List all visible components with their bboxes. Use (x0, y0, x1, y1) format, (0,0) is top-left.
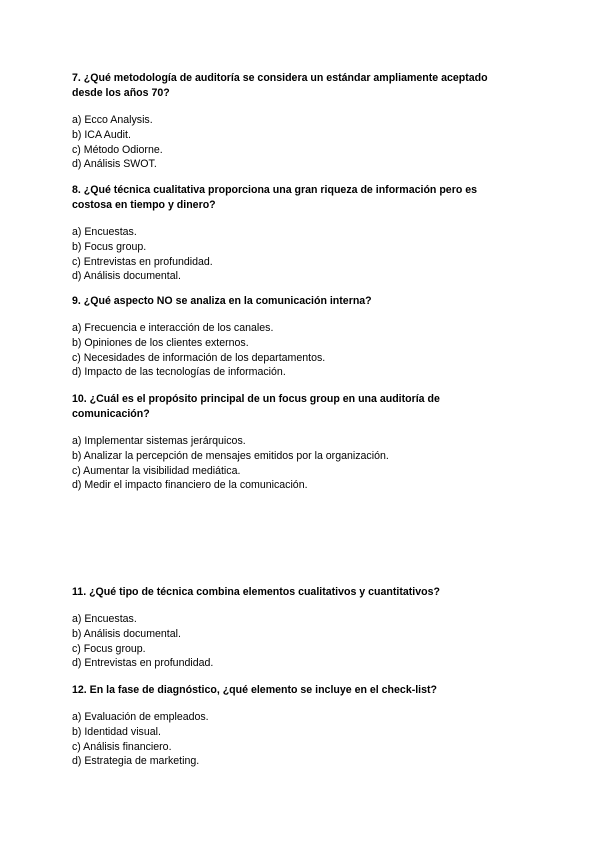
question-12 (72, 683, 512, 769)
option-b: b) Focus group. (72, 240, 147, 253)
option-c: c) Entrevistas en profundidad. (72, 255, 213, 268)
option-d: d) Análisis documental. (72, 270, 181, 283)
option-b: b) ICA Audit. (72, 128, 131, 141)
options-list (72, 710, 512, 769)
options-list (72, 113, 512, 172)
option-c: c) Necesidades de información de los departamentos. (72, 351, 326, 364)
question-title: 11. ¿Qué tipo de técnica combina elementos cualitativos y cuantitativos? (72, 586, 440, 598)
option-d: d) Análisis SWOT. (72, 158, 157, 171)
option-b: b) Análisis documental. (72, 627, 181, 640)
question-title: 9. ¿Qué aspecto NO se analiza en la comunicación interna? (72, 295, 372, 307)
question-11 (72, 585, 512, 671)
option-a: a) Frecuencia e interacción de los canales. (72, 322, 274, 334)
option-d: d) Impacto de las tecnologías de información. (72, 366, 286, 379)
options-list (72, 612, 512, 671)
option-c: c) Focus group. (72, 642, 146, 655)
question-10 (72, 392, 512, 493)
option-d: d) Entrevistas en profundidad. (72, 657, 214, 670)
question-9 (72, 294, 512, 380)
question-title: 10. ¿Cuál es el propósito principal de un focus group en una auditoría de comunicación? (72, 393, 440, 420)
option-a: a) Ecco Analysis. (72, 114, 153, 126)
option-b: b) Opiniones de los clientes externos. (72, 336, 249, 349)
question-title: 8. ¿Qué técnica cualitativa proporciona una gran riqueza de información pero es costosa en tiempo y dinero? (72, 184, 478, 211)
question-title: 7. ¿Qué metodología de auditoría se considera un estándar ampliamente aceptado desde los años 70? (72, 72, 488, 99)
option-c: c) Método Odiorne. (72, 143, 163, 156)
option-b: b) Analizar la percepción de mensajes emitidos por la organización. (72, 449, 389, 462)
option-a: a) Encuestas. (72, 226, 137, 238)
options-list (72, 434, 512, 493)
question-7 (72, 71, 512, 172)
option-b: b) Identidad visual. (72, 725, 161, 738)
option-a: a) Implementar sistemas jerárquicos. (72, 435, 246, 447)
question-8 (72, 183, 512, 284)
option-a: a) Evaluación de empleados. (72, 711, 209, 723)
option-a: a) Encuestas. (72, 613, 137, 625)
option-c: c) Análisis financiero. (72, 740, 172, 753)
option-d: d) Medir el impacto financiero de la comunicación. (72, 479, 308, 492)
option-d: d) Estrategia de marketing. (72, 755, 200, 768)
option-c: c) Aumentar la visibilidad mediática. (72, 464, 241, 477)
options-list (72, 321, 512, 380)
options-list (72, 225, 512, 284)
question-title: 12. En la fase de diagnóstico, ¿qué elemento se incluye en el check-list? (72, 684, 438, 696)
